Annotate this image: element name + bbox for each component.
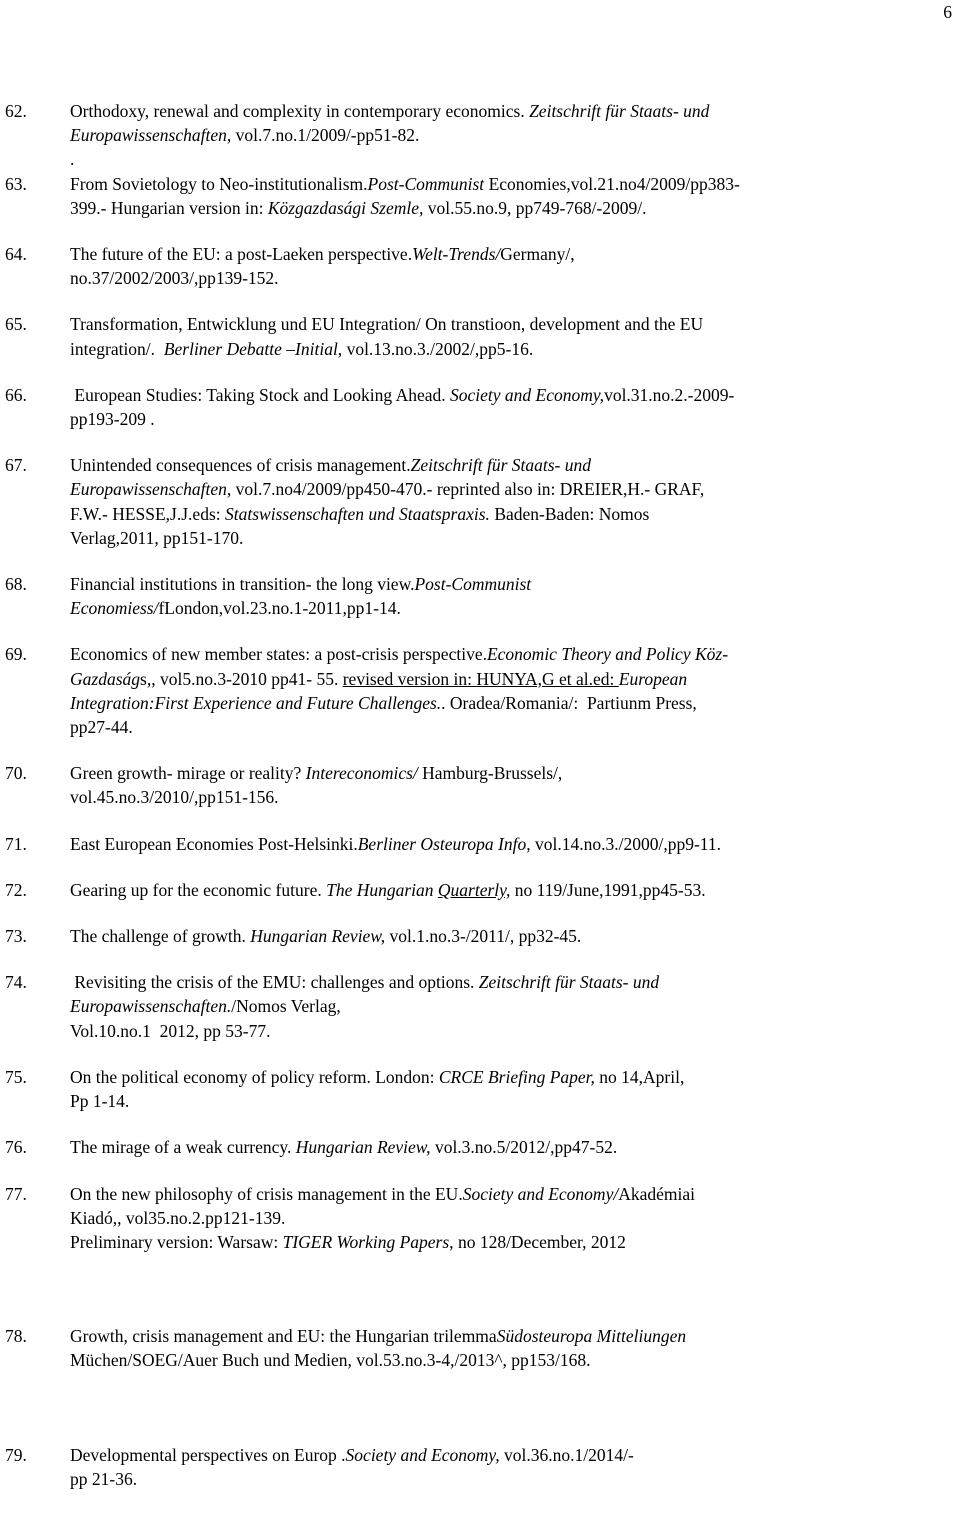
citation-text: vol.3.no.5/2012/,pp47-52. <box>430 1137 618 1158</box>
citation-text: no 14,April, <box>594 1066 685 1087</box>
citation-text: Economies,vol.21.no4/2009/pp383- <box>484 173 740 194</box>
journal-title: Berliner Osteuropa Info, <box>357 833 531 854</box>
entry-text <box>70 924 955 948</box>
entry-line <box>70 596 955 620</box>
journal-title: Economic Theory and Policy Köz- <box>486 644 729 665</box>
publication-entry <box>0 878 960 902</box>
journal-title: Economiess/ <box>70 598 159 619</box>
publication-entry <box>0 1443 960 1491</box>
journal-title: Integration:First Experience and Future Challenges. <box>70 692 442 713</box>
entry-line <box>70 477 955 501</box>
entry-text <box>70 1135 955 1159</box>
journal-title: The Hungarian <box>326 879 438 900</box>
journal-title: CRCE Briefing Paper, <box>438 1066 595 1087</box>
entry-number: 78. <box>5 1326 27 1347</box>
entry-line <box>70 761 955 785</box>
citation-text: F.W.- HESSE,J.J.eds: <box>70 503 225 524</box>
journal-title: Quarterly, <box>437 879 511 900</box>
journal-title: European <box>618 668 688 689</box>
citation-text: The mirage of a weak currency. <box>70 1137 296 1158</box>
publication-entry <box>0 970 960 1043</box>
journal-title: TIGER Working Papers, <box>282 1231 454 1252</box>
entry-text <box>70 1065 955 1113</box>
publication-entry <box>0 642 960 739</box>
citation-text: Economics of new member states: a post-crisis perspective. <box>70 644 487 665</box>
citation-text: vol.1.no.3-/2011/, pp32-45. <box>385 926 582 947</box>
citation-text: Revisiting the crisis of the EMU: challenges and options. <box>70 972 479 993</box>
entry-line <box>70 1443 955 1467</box>
entry-line <box>70 832 955 856</box>
citation-text: 399.- Hungarian version in: <box>70 197 268 218</box>
entry-number: 77. <box>5 1183 27 1204</box>
citation-text: s,, vol5.no.3-2010 pp41- 55. <box>140 668 343 689</box>
journal-title: Post-Communist <box>414 574 532 595</box>
citation-text: revised version in: HUNYA,G et al.ed: <box>342 668 619 689</box>
entry-number: 67. <box>5 455 27 476</box>
citation-text: The challenge of growth. <box>70 926 251 947</box>
entry-number: 64. <box>5 244 27 265</box>
entry-text <box>70 970 955 1043</box>
entry-text <box>70 1182 955 1255</box>
journal-title: Gazdaság <box>70 668 141 689</box>
entry-text <box>70 1443 955 1491</box>
journal-title: Society and Economy/ <box>462 1183 619 1204</box>
publication-entry <box>0 172 960 220</box>
entry-line <box>70 691 955 715</box>
publication-entry <box>0 1065 960 1113</box>
citation-text: On the political economy of policy reform. London: <box>70 1066 439 1087</box>
journal-title: Hungarian Review, <box>295 1137 431 1158</box>
entry-line <box>70 1324 955 1348</box>
entry-line <box>70 642 955 666</box>
publication-entry <box>0 832 960 856</box>
entry-number: 79. <box>5 1444 27 1465</box>
journal-title: Berliner Debatte –Initial, <box>163 338 343 359</box>
citation-text: Transformation, Entwicklung und EU Integration/ On transtioon, development and the EU <box>70 314 704 335</box>
entry-number: 74. <box>5 972 27 993</box>
publication-entry <box>0 761 960 809</box>
publication-entry <box>0 572 960 620</box>
citation-text: Green growth- mirage or reality? <box>70 763 306 784</box>
entry-line <box>70 572 955 596</box>
citation-text: pp27-44. <box>70 717 133 738</box>
entry-line <box>70 1348 955 1372</box>
journal-title: Zeitschrift für Staats- und <box>478 972 660 993</box>
citation-text: pp193-209 . <box>70 409 155 430</box>
journal-title: Közgazdasági Szemle, <box>267 197 424 218</box>
entry-line <box>70 407 955 431</box>
citation-text: pp 21-36. <box>70 1468 138 1489</box>
entry-number: 69. <box>5 644 27 665</box>
journal-title: Post-Communist <box>367 173 485 194</box>
publication-entry <box>0 99 960 147</box>
citation-text: no 119/June,1991,pp45-53. <box>510 879 706 900</box>
entry-line <box>70 172 955 196</box>
entry-text <box>70 761 955 809</box>
citation-text: vol.55.no.9, pp749-768/-2009/. <box>423 197 647 218</box>
citation-text: Developmental perspectives on Europ . <box>70 1444 346 1465</box>
citation-text: Pp 1-14. <box>70 1091 130 1112</box>
journal-title: Welt-Trends/ <box>412 244 501 265</box>
citation-text: Baden-Baden: Nomos <box>489 503 650 524</box>
entry-number: 68. <box>5 574 27 595</box>
citation-text: From Sovietology to Neo-institutionalism. <box>70 173 368 194</box>
citation-text: Preliminary version: Warsaw: <box>70 1231 283 1252</box>
journal-title: Europawissenschaften, <box>70 125 232 146</box>
citation-text: The future of the EU: a post-Laeken perspective. <box>70 244 413 265</box>
entry-number: 71. <box>5 833 27 854</box>
journal-title: Intereconomics/ <box>305 763 418 784</box>
entry-text <box>70 832 955 856</box>
citation-text: Germany/, <box>500 244 575 265</box>
entry-number: 75. <box>5 1066 27 1087</box>
entry-line <box>70 1467 955 1491</box>
citation-text: Kiadó,, vol35.no.2.pp121-139. <box>70 1207 286 1228</box>
entry-text <box>70 383 955 431</box>
entry-text <box>70 878 955 902</box>
entry-line <box>70 266 955 290</box>
journal-title: Europawissenschaften. <box>70 996 232 1017</box>
entry-line <box>70 123 955 147</box>
entry-number: 76. <box>5 1137 27 1158</box>
citation-text: Financial institutions in transition- the long view. <box>70 574 415 595</box>
entry-line <box>70 970 955 994</box>
entry-line <box>70 715 955 739</box>
entry-line <box>70 242 955 266</box>
entry-number: 65. <box>5 314 27 335</box>
citation-text: vol.7.no4/2009/pp450-470.- reprinted also in: DREIER,H.- GRAF, <box>231 479 705 500</box>
citation-text: Verlag,2011, pp151-170. <box>70 527 244 548</box>
citation-text: East European Economies Post-Helsinki. <box>70 833 358 854</box>
journal-title: Zeitschrift für Staats- und <box>529 101 710 121</box>
entry-line <box>70 994 955 1018</box>
entry-line <box>70 1089 955 1113</box>
entry-line <box>70 453 955 477</box>
entry-text <box>70 453 955 550</box>
citation-text: vol.36.no.1/2014/- <box>499 1444 634 1465</box>
entry-line <box>70 312 955 336</box>
citation-text: integration/. <box>70 338 164 359</box>
entry-number: 63. <box>5 173 27 194</box>
entry-line <box>70 99 955 123</box>
citation-text: vol.31.no.2.-2009- <box>604 384 735 405</box>
entry-line <box>70 1065 955 1089</box>
entry-line <box>70 924 955 948</box>
entry-line <box>70 502 955 526</box>
citation-text: Gearing up for the economic future. <box>70 879 327 900</box>
citation-text: vol.13.no.3./2002/,pp5-16. <box>342 338 534 359</box>
citation-text: vol.7.no.1/2009/-pp51-82. <box>231 125 420 146</box>
entry-line <box>70 785 955 809</box>
entry-text <box>70 312 955 360</box>
citation-text: On the new philosophy of crisis management in the EU. <box>70 1183 463 1204</box>
citation-text: Hamburg-Brussels/, <box>417 763 563 784</box>
publication-entry <box>0 1135 960 1159</box>
entry-text <box>70 242 955 290</box>
citation-text: Unintended consequences of crisis management. <box>70 455 411 476</box>
citation-text: Vol.10.no.1 2012, pp 53-77. <box>70 1020 271 1041</box>
entry-number: 70. <box>5 763 27 784</box>
publication-entry <box>0 147 960 171</box>
publication-entry <box>0 312 960 360</box>
entry-line <box>70 147 955 171</box>
citation-text: no.37/2002/2003/,pp139-152. <box>70 268 279 289</box>
publication-entry <box>0 1182 960 1255</box>
publication-entry <box>0 453 960 550</box>
journal-title: Europawissenschaften, <box>70 479 232 500</box>
entry-number: 62. <box>5 101 27 121</box>
entry-line <box>70 196 955 220</box>
journal-title: Südosteuropa Mitteliungen <box>496 1326 687 1347</box>
publication-list <box>0 99 960 1513</box>
entry-line <box>70 667 955 691</box>
citation-text: Orthodoxy, renewal and complexity in contemporary economics. <box>70 101 530 121</box>
citation-text: no 128/December, 2012 <box>453 1231 626 1252</box>
citation-text: Growth, crisis management and EU: the Hungarian trilemma <box>70 1326 497 1347</box>
citation-text: European Studies: Taking Stock and Looking Ahead. <box>70 384 450 405</box>
entry-line <box>70 337 955 361</box>
citation-text: /Nomos Verlag, <box>231 996 341 1017</box>
citation-text: fLondon,vol.23.no.1-2011,pp1-14. <box>158 598 401 619</box>
entry-number: 73. <box>5 926 27 947</box>
citation-text: . Oradea/Romania/: Partiunm Press, <box>441 692 697 713</box>
journal-title: Hungarian Review, <box>250 926 386 947</box>
entry-text <box>70 642 955 739</box>
publication-entry <box>0 242 960 290</box>
citation-text: . <box>70 149 75 170</box>
entry-number: 66. <box>5 384 27 405</box>
entry-line <box>70 1230 955 1254</box>
entry-text <box>70 172 955 220</box>
entry-line <box>70 526 955 550</box>
entry-text <box>70 147 955 171</box>
citation-text: Müchen/SOEG/Auer Buch und Medien, vol.53.no.3-4,/2013^, pp153/168. <box>70 1350 591 1371</box>
entry-text <box>70 1324 955 1372</box>
publication-entry <box>0 1324 960 1372</box>
entry-line <box>70 1019 955 1043</box>
entry-number: 72. <box>5 879 27 900</box>
journal-title: Zeitschrift für Staats- und <box>410 455 592 476</box>
journal-title: Society and Economy, <box>450 384 605 405</box>
entry-line <box>70 383 955 407</box>
journal-title: Society and Economy, <box>345 1444 500 1465</box>
entry-text <box>70 572 955 620</box>
page-number: 6 <box>943 2 952 22</box>
citation-text: Akadémiai <box>618 1183 695 1204</box>
entry-text <box>70 99 955 147</box>
journal-title: Statswissenschaften und Staatspraxis. <box>225 503 490 524</box>
citation-text: vol.14.no.3./2000/,pp9-11. <box>530 833 721 854</box>
entry-line <box>70 878 955 902</box>
entry-line <box>70 1135 955 1159</box>
publication-entry <box>0 924 960 948</box>
publication-entry <box>0 383 960 431</box>
entry-line <box>70 1182 955 1206</box>
entry-line <box>70 1206 955 1230</box>
citation-text: vol.45.no.3/2010/,pp151-156. <box>70 787 279 808</box>
